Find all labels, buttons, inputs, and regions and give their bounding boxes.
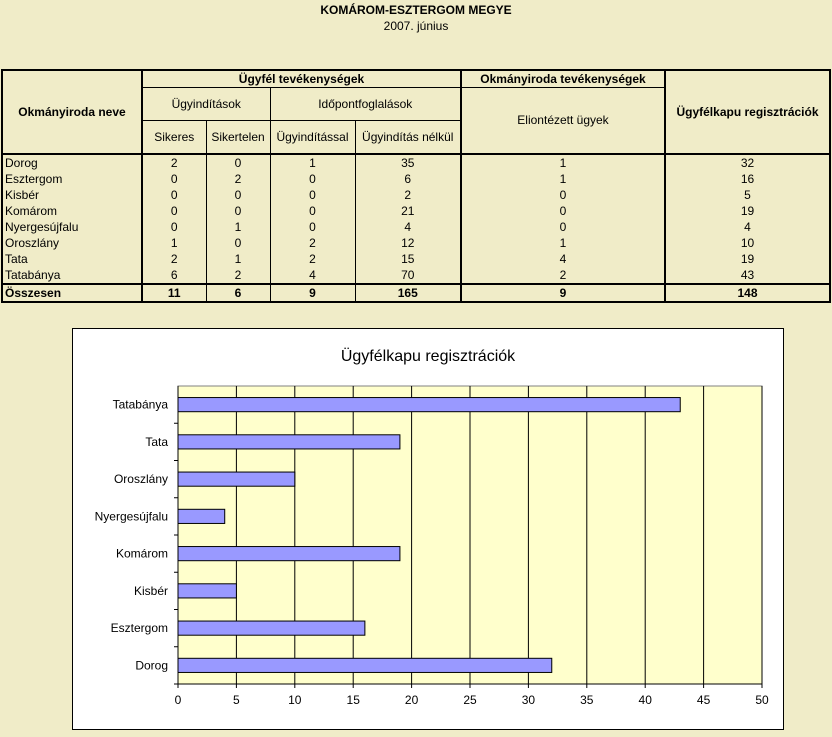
without-initiation-header: Ügyindítás nélkül xyxy=(355,121,461,154)
sikertelen-cell: 6 xyxy=(206,284,270,302)
office-name-cell: Nyergesújfalu xyxy=(2,219,142,235)
x-tick-label: 15 xyxy=(346,693,360,707)
office-name-cell: Komárom xyxy=(2,203,142,219)
with-initiation-header: Ügyindítással xyxy=(270,121,355,154)
bar xyxy=(178,398,680,412)
sikertelen-cell: 1 xyxy=(206,219,270,235)
sikeres-cell: 0 xyxy=(142,203,206,219)
nelkul-cell: 21 xyxy=(355,203,461,219)
unsuccessful-header: Sikertelen xyxy=(206,121,270,154)
nelkul-cell: 2 xyxy=(355,187,461,203)
handled-cases-header: Eliontézett ügyek xyxy=(461,88,665,154)
ugyinditassal-cell: 0 xyxy=(270,203,355,219)
x-tick-label: 50 xyxy=(755,693,769,707)
table-row xyxy=(2,219,830,235)
sikeres-cell: 2 xyxy=(142,251,206,267)
office-name-cell: Oroszlány xyxy=(2,235,142,251)
bar-chart xyxy=(73,329,783,729)
bar xyxy=(178,509,225,523)
sikertelen-cell: 2 xyxy=(206,171,270,187)
category-label: Tata xyxy=(145,434,168,449)
office-activities-header: Okmányiroda tevékenységek xyxy=(461,70,665,88)
bar xyxy=(178,547,400,561)
elintezett-cell: 0 xyxy=(461,187,665,203)
elintezett-cell: 0 xyxy=(461,203,665,219)
office-name-cell: Esztergom xyxy=(2,171,142,187)
sikertelen-cell: 0 xyxy=(206,235,270,251)
nelkul-cell: 15 xyxy=(355,251,461,267)
elintezett-cell: 9 xyxy=(461,284,665,302)
initiations-header: Ügyindítások xyxy=(142,88,270,121)
sikeres-cell: 0 xyxy=(142,187,206,203)
category-label: Tatabánya xyxy=(112,397,168,412)
sikertelen-cell: 2 xyxy=(206,267,270,284)
office-name-cell: Dorog xyxy=(2,154,142,171)
client-activities-header: Ügyfél tevékenységek xyxy=(142,70,461,88)
regisztracio-cell: 5 xyxy=(665,187,830,203)
bar xyxy=(178,621,365,635)
table-row xyxy=(2,171,830,187)
ugyinditassal-cell: 0 xyxy=(270,171,355,187)
regisztracio-cell: 19 xyxy=(665,251,830,267)
ugyinditassal-cell: 4 xyxy=(270,267,355,284)
office-name-cell: Kisbér xyxy=(2,187,142,203)
elintezett-cell: 0 xyxy=(461,219,665,235)
office-name-cell: Tata xyxy=(2,251,142,267)
sikertelen-cell: 0 xyxy=(206,154,270,171)
sikeres-cell: 6 xyxy=(142,267,206,284)
chart-area xyxy=(72,328,784,730)
bar xyxy=(178,584,236,598)
category-label: Nyergesújfalu xyxy=(94,509,168,524)
sikeres-cell: 0 xyxy=(142,219,206,235)
sikeres-cell: 1 xyxy=(142,235,206,251)
x-tick-label: 35 xyxy=(580,693,594,707)
category-label: Oroszlány xyxy=(113,472,168,487)
regisztracio-cell: 10 xyxy=(665,235,830,251)
elintezett-cell: 1 xyxy=(461,235,665,251)
ugyinditassal-cell: 9 xyxy=(270,284,355,302)
sikertelen-cell: 0 xyxy=(206,187,270,203)
table-row xyxy=(2,203,830,219)
sikeres-cell: 11 xyxy=(142,284,206,302)
x-tick-label: 0 xyxy=(174,693,182,707)
ugyinditassal-cell: 0 xyxy=(270,187,355,203)
elintezett-cell: 1 xyxy=(461,171,665,187)
report-period: 2007. június xyxy=(383,19,449,33)
nelkul-cell: 165 xyxy=(355,284,461,302)
table-row xyxy=(2,187,830,203)
ugyinditassal-cell: 0 xyxy=(270,219,355,235)
elintezett-cell: 1 xyxy=(461,154,665,171)
category-label: Kisbér xyxy=(133,583,168,598)
ugyinditassal-cell: 1 xyxy=(270,154,355,171)
nelkul-cell: 6 xyxy=(355,171,461,187)
portal-registrations-header: Ügyfélkapu regisztrációk xyxy=(665,70,830,154)
sikeres-cell: 0 xyxy=(142,171,206,187)
x-tick-label: 20 xyxy=(404,693,419,707)
table-row xyxy=(2,267,830,284)
elintezett-cell: 4 xyxy=(461,251,665,267)
regisztracio-cell: 4 xyxy=(665,219,830,235)
chart-title: Ügyfélkapu regisztrációk xyxy=(340,348,516,365)
table-row xyxy=(2,154,830,171)
x-tick-label: 10 xyxy=(288,693,302,707)
bar xyxy=(178,435,400,449)
ugyinditassal-cell: 2 xyxy=(270,235,355,251)
x-tick-label: 5 xyxy=(233,693,240,707)
regisztracio-cell: 16 xyxy=(665,171,830,187)
sikertelen-cell: 0 xyxy=(206,203,270,219)
category-label: Dorog xyxy=(135,658,168,673)
ugyinditassal-cell: 2 xyxy=(270,251,355,267)
table-row xyxy=(2,235,830,251)
table-row xyxy=(2,251,830,267)
statistics-table xyxy=(1,69,831,303)
office-name-cell: Tatabánya xyxy=(2,267,142,284)
appointments-header: Időpontfoglalások xyxy=(270,88,461,121)
category-label: Komárom xyxy=(115,546,168,561)
report-title: KOMÁROM-ESZTERGOM MEGYE xyxy=(320,3,512,17)
nelkul-cell: 35 xyxy=(355,154,461,171)
table-body xyxy=(2,154,830,302)
nelkul-cell: 4 xyxy=(355,219,461,235)
x-tick-label: 40 xyxy=(638,693,652,707)
nelkul-cell: 70 xyxy=(355,267,461,284)
nelkul-cell: 12 xyxy=(355,235,461,251)
successful-header: Sikeres xyxy=(142,121,206,154)
category-label: Esztergom xyxy=(110,621,168,636)
regisztracio-cell: 148 xyxy=(665,284,830,302)
total-row xyxy=(2,284,830,302)
x-tick-label: 25 xyxy=(463,693,477,707)
elintezett-cell: 2 xyxy=(461,267,665,284)
sikeres-cell: 2 xyxy=(142,154,206,171)
regisztracio-cell: 43 xyxy=(665,267,830,284)
office-name-header: Okmányiroda neve xyxy=(2,70,142,154)
office-name-cell: Összesen xyxy=(2,284,142,302)
x-tick-label: 30 xyxy=(521,693,536,707)
regisztracio-cell: 19 xyxy=(665,203,830,219)
bar xyxy=(178,658,552,672)
regisztracio-cell: 32 xyxy=(665,154,830,171)
sikertelen-cell: 1 xyxy=(206,251,270,267)
x-tick-label: 45 xyxy=(696,693,711,707)
bar xyxy=(178,472,295,486)
